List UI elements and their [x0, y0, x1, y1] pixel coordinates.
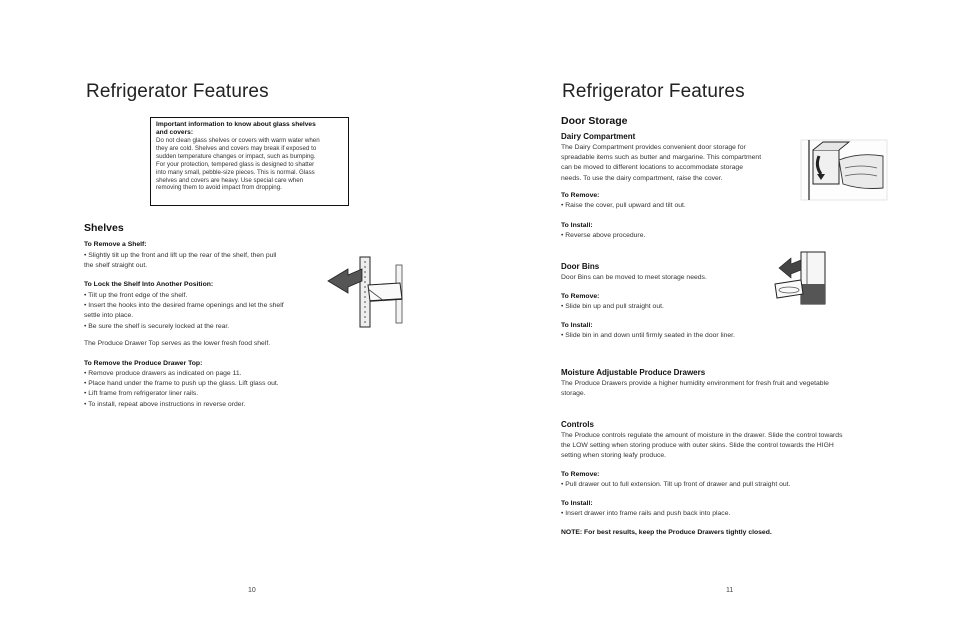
controls-install-text: • Insert drawer into frame rails and push back into place.	[561, 510, 731, 517]
controls-remove-label: To Remove:	[561, 471, 600, 478]
warning-body-line: they are cold. Shelves and covers may break if exposed to	[156, 144, 317, 152]
text-line: The Produce Drawers provide a higher humidity environment for fresh fruit and vegetable	[561, 380, 829, 387]
text-line: spreadable items such as butter and margarine. This compartment	[561, 154, 762, 162]
warning-body-line: sudden temperature changes or impact, such as bumping.	[156, 152, 316, 160]
text-line: setting when storing leafy produce.	[561, 452, 667, 460]
text-line: the LOW setting when storing produce with outer skins. Slide the control towards the HIGH	[561, 442, 834, 450]
step-line: • Lift frame from refrigerator liner rails.	[84, 390, 199, 398]
bins-install-label: To Install:	[561, 322, 593, 329]
door-bin-illustration	[771, 250, 831, 306]
warning-body-line: Do not clean glass shelves or covers with warm water when	[156, 137, 320, 144]
text-line: The Dairy Compartment provides convenient door storage for	[561, 144, 746, 151]
page-number: 11	[726, 587, 734, 594]
lock-shelf-steps	[84, 291, 284, 332]
page-title: Refrigerator Features	[86, 81, 269, 102]
dairy-install-text: • Reverse above procedure.	[561, 232, 646, 239]
text-line: The Produce controls regulate the amount of moisture in the drawer. Slide the control towards	[561, 432, 843, 439]
bins-install-text: • Slide bin in and down until firmly seated in the door liner.	[561, 332, 735, 339]
bins-remove-text: • Slide bin up and pull straight out.	[561, 303, 664, 310]
dairy-heading: Dairy Compartment	[561, 132, 636, 141]
warning-body-line: removing them to avoid impact from dropping.	[156, 184, 282, 192]
door-bins-heading: Door Bins	[561, 262, 600, 271]
bins-remove-label: To Remove:	[561, 293, 600, 300]
moisture-description	[561, 379, 829, 399]
step-line: • Be sure the shelf is securely locked at the rear.	[84, 322, 230, 330]
warning-body-line: For your protection, tempered glass is designed to shatter	[156, 160, 315, 168]
step-line: • To install, repeat above instructions in reverse order.	[84, 400, 246, 408]
text-line: storage.	[561, 390, 586, 398]
page-number: 10	[248, 587, 256, 594]
warning-body-line: shelves and covers are heavy. Use special care when	[156, 176, 304, 184]
warning-body-line: into many small, pebble-size pieces. This is normal. Glass	[156, 168, 315, 176]
page-title: Refrigerator Features	[562, 81, 745, 102]
step-line: • Tilt up the front edge of the shelf.	[84, 292, 188, 299]
shelves-heading: Shelves	[84, 222, 124, 234]
glass-warning-box	[150, 117, 349, 206]
controls-heading: Controls	[561, 420, 594, 429]
text-line: can be moved to different locations to accommodate storage	[561, 164, 743, 172]
step-line: • Slightly tilt up the front and lift up the rear of the shelf, then pull	[84, 252, 277, 259]
dairy-remove-text: • Raise the cover, pull upward and tilt out.	[561, 202, 686, 209]
produce-drawer-note: NOTE: For best results, keep the Produce Drawers tightly closed.	[561, 529, 772, 536]
door-storage-heading: Door Storage	[561, 115, 628, 127]
remove-top-label: To Remove the Produce Drawer Top:	[84, 360, 203, 367]
dairy-compartment-illustration	[799, 138, 889, 202]
moisture-drawers-heading: Moisture Adjustable Produce Drawers	[561, 368, 706, 377]
dairy-remove-label: To Remove:	[561, 192, 600, 199]
lock-shelf-label: To Lock the Shelf Into Another Position:	[84, 281, 214, 288]
shelf-removal-illustration	[322, 255, 406, 329]
warning-heading-line-2: and covers:	[156, 129, 194, 136]
step-line: • Place hand under the frame to push up the glass. Lift glass out.	[84, 380, 279, 388]
right-page	[477, 0, 954, 618]
remove-top-steps	[84, 369, 279, 410]
remove-shelf-steps	[84, 251, 276, 271]
warning-heading-line-1: Important information to know about glass shelves	[156, 121, 316, 128]
controls-install-label: To Install:	[561, 500, 593, 507]
text-line: needs. To use the dairy compartment, raise the cover.	[561, 174, 723, 182]
step-line: • Remove produce drawers as indicated on page 11.	[84, 370, 242, 377]
controls-remove-text: • Pull drawer out to full extension. Tilt up front of drawer and pull straight out.	[561, 481, 791, 488]
produce-top-note: The Produce Drawer Top serves as the lower fresh food shelf.	[84, 340, 271, 347]
step-line: the shelf straight out.	[84, 262, 148, 270]
remove-shelf-label: To Remove a Shelf:	[84, 241, 147, 248]
dairy-description	[561, 143, 761, 184]
controls-description	[561, 431, 842, 462]
step-line: • Insert the hooks into the desired frame openings and let the shelf	[84, 302, 284, 310]
step-line: settle into place.	[84, 312, 134, 320]
door-bins-description: Door Bins can be moved to meet storage needs.	[561, 274, 707, 281]
dairy-install-label: To Install:	[561, 222, 593, 229]
